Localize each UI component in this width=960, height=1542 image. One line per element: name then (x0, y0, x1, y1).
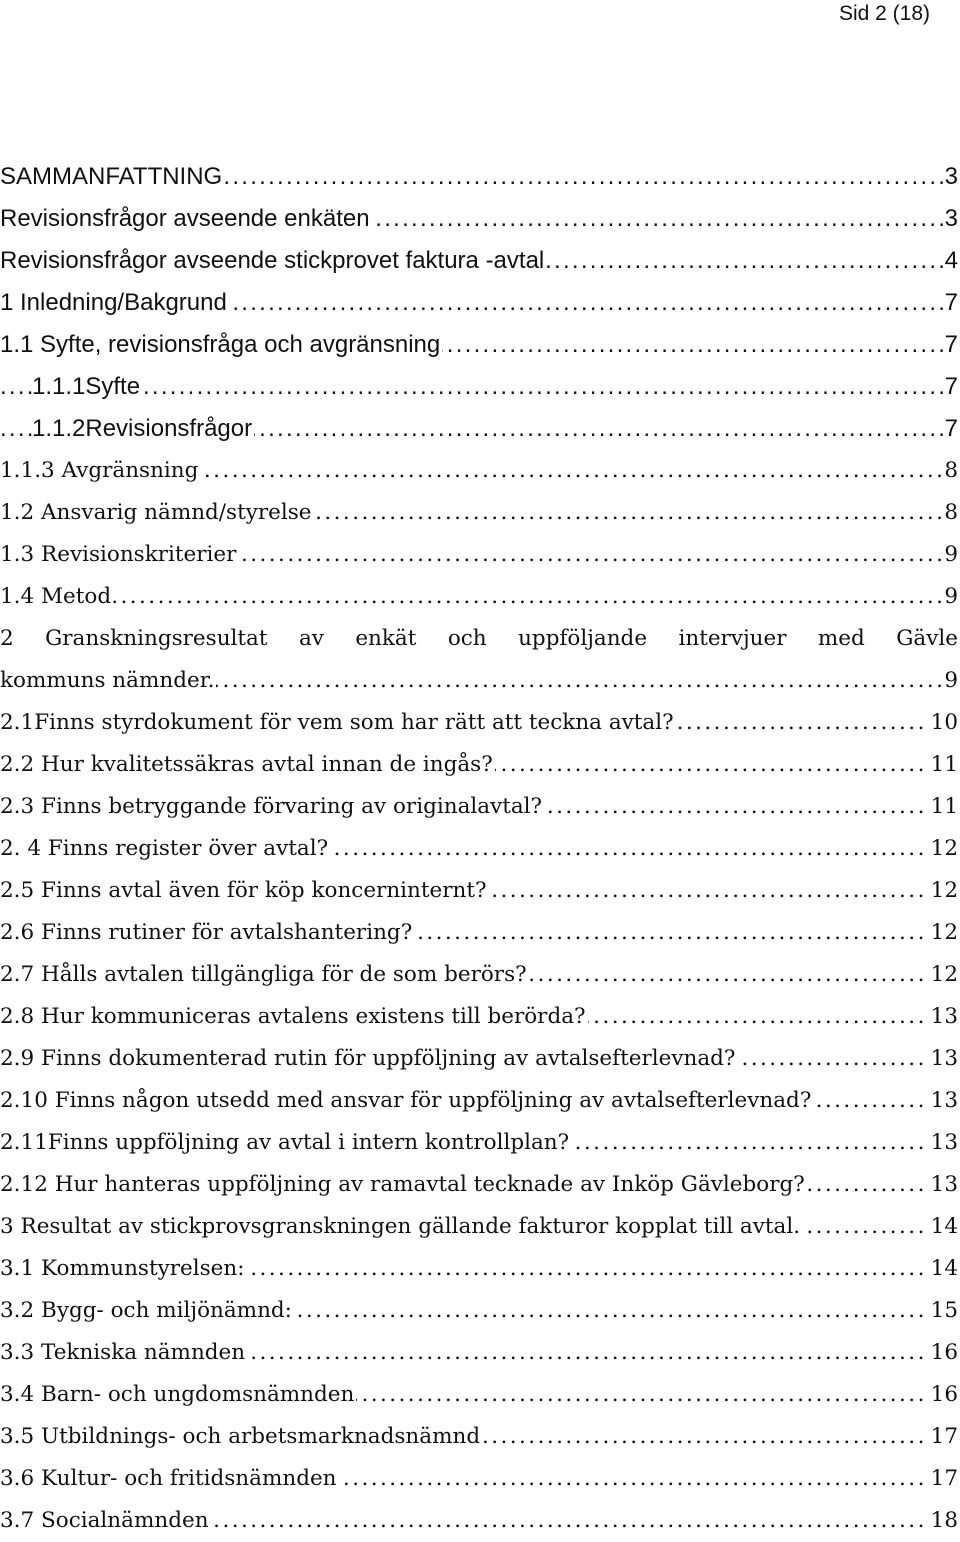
toc-entry-title: 2.3 Finns betryggande förvaring av originalavtal? (0, 794, 543, 819)
toc-entry-title: 2.11Finns uppföljning av avtal i intern kontrollplan? (0, 1130, 570, 1155)
toc-entry-title: 2.12 Hur hanteras uppföljning av ramavtal tecknade av Inköp Gävleborg? (0, 1172, 805, 1197)
toc-word: med (817, 626, 865, 651)
toc-entry-title: 3.3 Tekniska nämnden (0, 1340, 246, 1365)
toc-entry-title: 1.1.2Revisionsfrågor (32, 415, 253, 442)
toc-entry[interactable] (0, 408, 958, 450)
toc-entry-title: SAMMANFATTNING (0, 163, 223, 190)
toc-entry-title: 3.7 Socialnämnden (0, 1508, 209, 1533)
toc-word: och (447, 626, 487, 651)
toc-entry-page: 8 (942, 450, 958, 492)
toc-word: Granskningsresultat (45, 626, 268, 651)
toc-entry-page: 7 (943, 366, 958, 408)
toc-entry-page: 14 (929, 1248, 958, 1290)
toc-entry-title: 3.1 Kommunstyrelsen: (0, 1256, 245, 1281)
toc-entry[interactable] (0, 954, 958, 996)
toc-entry-title: 2.10 Finns någon utsedd med ansvar för uppföljning av avtalsefterlevnad? (0, 1088, 812, 1113)
toc-entry-page: 12 (929, 912, 958, 954)
toc-entry-page: 15 (929, 1290, 958, 1332)
toc-entry[interactable] (0, 660, 958, 702)
table-of-contents (0, 156, 958, 1542)
toc-entry-title: 1.1.1Syfte (32, 373, 141, 400)
toc-entry-page: 12 (929, 870, 958, 912)
toc-entry-title-justified (0, 618, 958, 660)
toc-entry-first-line[interactable] (0, 618, 958, 660)
toc-entry-title: 2.9 Finns dokumenterad rutin för uppföljning av avtalsefterlevnad? (0, 1046, 736, 1071)
toc-entry-title: 2.5 Finns avtal även för köp koncerninternt? (0, 878, 487, 903)
toc-entry-title: 3.6 Kultur- och fritidsnämnden (0, 1466, 337, 1491)
toc-entry-page: 9 (942, 576, 958, 618)
toc-entry[interactable] (0, 1248, 958, 1290)
toc-entry-page: 13 (929, 1038, 958, 1080)
toc-entry-page: 14 (929, 1206, 958, 1248)
toc-entry-title: 1.2 Ansvarig nämnd/styrelse (0, 500, 312, 525)
toc-entry[interactable] (0, 156, 958, 198)
toc-entry-page: 9 (942, 534, 958, 576)
toc-entry-title: Revisionsfrågor avseende enkäten (0, 205, 370, 232)
toc-entry-page: 9 (942, 660, 958, 702)
toc-entry-page: 3 (943, 198, 958, 240)
toc-entry[interactable] (0, 1416, 958, 1458)
toc-word: enkät (355, 626, 417, 651)
toc-entry[interactable] (0, 828, 958, 870)
toc-entry-page: 7 (943, 282, 958, 324)
toc-word: uppföljande (518, 626, 648, 651)
toc-entry-page: 17 (929, 1458, 958, 1500)
toc-entry-page: 18 (929, 1500, 958, 1542)
toc-entry-page: 17 (929, 1416, 958, 1458)
toc-entry[interactable] (0, 492, 958, 534)
toc-entry-title: Revisionsfrågor avseende stickprovet faktura -avtal (0, 247, 545, 274)
toc-entry[interactable] (0, 786, 958, 828)
toc-word: av (298, 626, 324, 651)
toc-entry-page: 8 (942, 492, 958, 534)
toc-word: 2 (0, 626, 14, 651)
toc-entry[interactable] (0, 996, 958, 1038)
toc-entry-page: 11 (929, 744, 958, 786)
toc-entry[interactable] (0, 744, 958, 786)
toc-word: Gävle (896, 626, 958, 651)
toc-entry-title: 3.2 Bygg- och miljönämnd: (0, 1298, 292, 1323)
toc-entry-page: 7 (943, 324, 958, 366)
toc-entry-title: 1.4 Metod (0, 584, 112, 609)
toc-entry[interactable] (0, 576, 958, 618)
toc-entry[interactable] (0, 1080, 958, 1122)
toc-entry-page: 4 (943, 240, 958, 282)
toc-entry-page: 16 (929, 1374, 958, 1416)
toc-entry-title: 1.1 Syfte, revisionsfråga och avgränsning (0, 331, 441, 358)
toc-entry[interactable] (0, 282, 958, 324)
toc-entry[interactable] (0, 1332, 958, 1374)
toc-entry[interactable] (0, 870, 958, 912)
toc-entry[interactable] (0, 450, 958, 492)
toc-entry-title: 2.1Finns styrdokument för vem som har rätt att teckna avtal? (0, 710, 674, 735)
toc-entry[interactable] (0, 1122, 958, 1164)
toc-entry-page: 11 (929, 786, 958, 828)
toc-entry-title: 1.3 Revisionskriterier (0, 542, 237, 567)
toc-entry-title: kommuns nämnder. (0, 668, 215, 693)
toc-entry-title: 2.8 Hur kommuniceras avtalens existens till berörda? (0, 1004, 586, 1029)
toc-entry-title: 2. 4 Finns register över avtal? (0, 836, 329, 861)
toc-entry-page: 13 (929, 1122, 958, 1164)
toc-entry-title: 1 Inledning/Bakgrund (0, 289, 227, 316)
toc-entry[interactable] (0, 1206, 958, 1248)
toc-entry-title: 3 Resultat av stickprovsgranskningen gällande fakturor kopplat till avtal. (0, 1214, 801, 1239)
toc-entry-page: 10 (929, 702, 958, 744)
toc-entry[interactable] (0, 324, 958, 366)
toc-entry[interactable] (0, 912, 958, 954)
toc-entry[interactable] (0, 534, 958, 576)
toc-entry[interactable] (0, 1164, 958, 1206)
toc-entry-page: 13 (929, 996, 958, 1038)
toc-entry[interactable] (0, 1500, 958, 1542)
toc-word: intervjuer (678, 626, 787, 651)
toc-entry-page: 12 (929, 828, 958, 870)
toc-entry-page: 3 (943, 156, 958, 198)
toc-entry-title: 3.5 Utbildnings- och arbetsmarknadsnämnd (0, 1424, 481, 1449)
toc-entry[interactable] (0, 198, 958, 240)
toc-entry-page: 13 (929, 1164, 958, 1206)
toc-entry[interactable] (0, 1290, 958, 1332)
toc-entry[interactable] (0, 1374, 958, 1416)
toc-entry[interactable] (0, 1038, 958, 1080)
toc-entry-title: 1.1.3 Avgränsning (0, 458, 199, 483)
toc-entry-page: 16 (929, 1332, 958, 1374)
toc-entry-title: 2.6 Finns rutiner för avtalshantering? (0, 920, 413, 945)
toc-entry-title: 3.4 Barn- och ungdomsnämnden (0, 1382, 355, 1407)
toc-entry-page: 13 (929, 1080, 958, 1122)
toc-entry-title: 2.7 Hålls avtalen tillgängliga för de som berörs? (0, 962, 527, 987)
page-number: Sid 2 (18) (838, 2, 930, 25)
toc-entry[interactable] (0, 240, 958, 282)
toc-entry[interactable] (0, 1458, 958, 1500)
toc-entry[interactable] (0, 702, 958, 744)
toc-entry-page: 12 (929, 954, 958, 996)
toc-entry-page: 7 (943, 408, 958, 450)
toc-entry-title: 2.2 Hur kvalitetssäkras avtal innan de ingås? (0, 752, 493, 777)
toc-entry[interactable] (0, 366, 958, 408)
